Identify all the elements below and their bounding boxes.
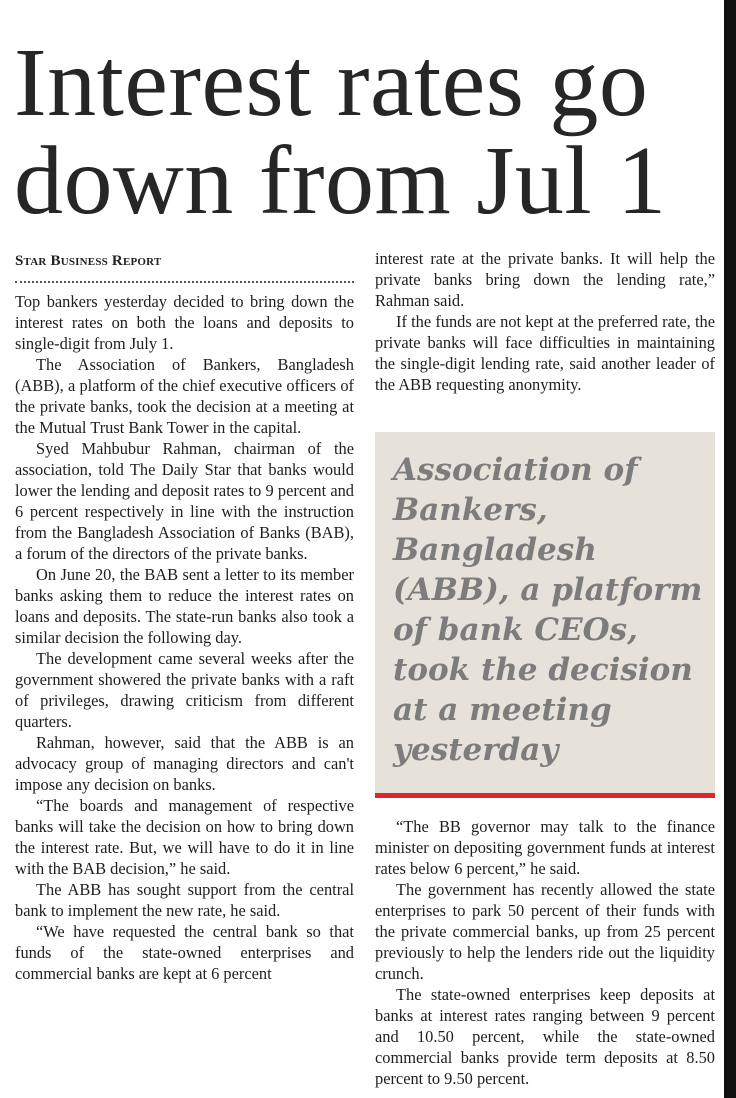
page-edge	[724, 0, 736, 1098]
paragraph: The state-owned enterprises keep deposits at banks at interest rates ranging between 9 percent and 10.50 percent, while the state-owned commercial banks provide term deposits at 8.50 percent to 9.50 percent.	[375, 985, 715, 1088]
headline-line-1: Interest rates go	[14, 29, 649, 137]
headline-line-2: down from Jul 1	[14, 127, 667, 235]
paragraph: The ABB has sought support from the central bank to implement the new rate, he said.	[15, 880, 354, 920]
paragraph: “The BB governor may talk to the finance minister on depositing government funds at interest rates below 6 percent,” he said.	[375, 817, 715, 878]
column-1	[15, 291, 354, 984]
paragraph: The Association of Bankers, Bangladesh (ABB), a platform of the chief executive officers of the private banks, took the decision at a meeting at the Mutual Trust Bank Tower in the capital.	[15, 355, 354, 437]
paragraph: The government has recently allowed the state enterprises to park 50 percent of their funds with the private commercial banks, up from 25 percent previously to help the lenders ride out the liquidity crunch.	[375, 880, 715, 983]
paragraph: If the funds are not kept at the preferred rate, the private banks will face difficulties in maintaining the single-digit lending rate, said another leader of the ABB requesting anonymity.	[375, 312, 715, 394]
paragraph: “We have requested the central bank so that funds of the state-owned enterprises and commercial banks are kept at 6 percent	[15, 922, 354, 983]
paragraph: “The boards and management of respective banks will take the decision on how to bring down the interest rate. But, we will have to do it in line with the BAB decision,” he said.	[15, 796, 354, 878]
paragraph: Rahman, however, said that the ABB is an advocacy group of managing directors and can't impose any decision on banks.	[15, 733, 354, 794]
dotted-divider	[15, 281, 354, 283]
paragraph: interest rate at the private banks. It will help the private banks bring down the lending rate,” Rahman said.	[375, 249, 715, 310]
paragraph: The development came several weeks after the government showered the private banks with a raft of privileges, drawing criticism from different quarters.	[15, 649, 354, 731]
pull-quote: Association of Bankers, Bangladesh (ABB), a platform of bank CEOs, took the decision at a meeting yesterday	[393, 452, 703, 768]
headline	[14, 29, 720, 235]
paragraph: On June 20, the BAB sent a letter to its member banks asking them to reduce the interest rates on loans and deposits. The state-run banks also took a similar decision the following day.	[15, 565, 354, 647]
column-2-top	[375, 248, 715, 395]
byline: Star Business Report	[15, 253, 162, 269]
paragraph: Top bankers yesterday decided to bring down the interest rates on both the loans and deposits to single-digit from July 1.	[15, 292, 354, 353]
pull-quote-box	[375, 432, 715, 798]
pull-quote-rule	[375, 793, 715, 798]
column-2-bottom	[375, 816, 715, 1089]
paragraph: Syed Mahbubur Rahman, chairman of the association, told The Daily Star that banks would lower the lending and deposit rates to 9 percent and 6 percent respectively in line with the instruction from the Bangladesh Association of Banks (BAB), a forum of the directors of the private banks.	[15, 439, 354, 563]
